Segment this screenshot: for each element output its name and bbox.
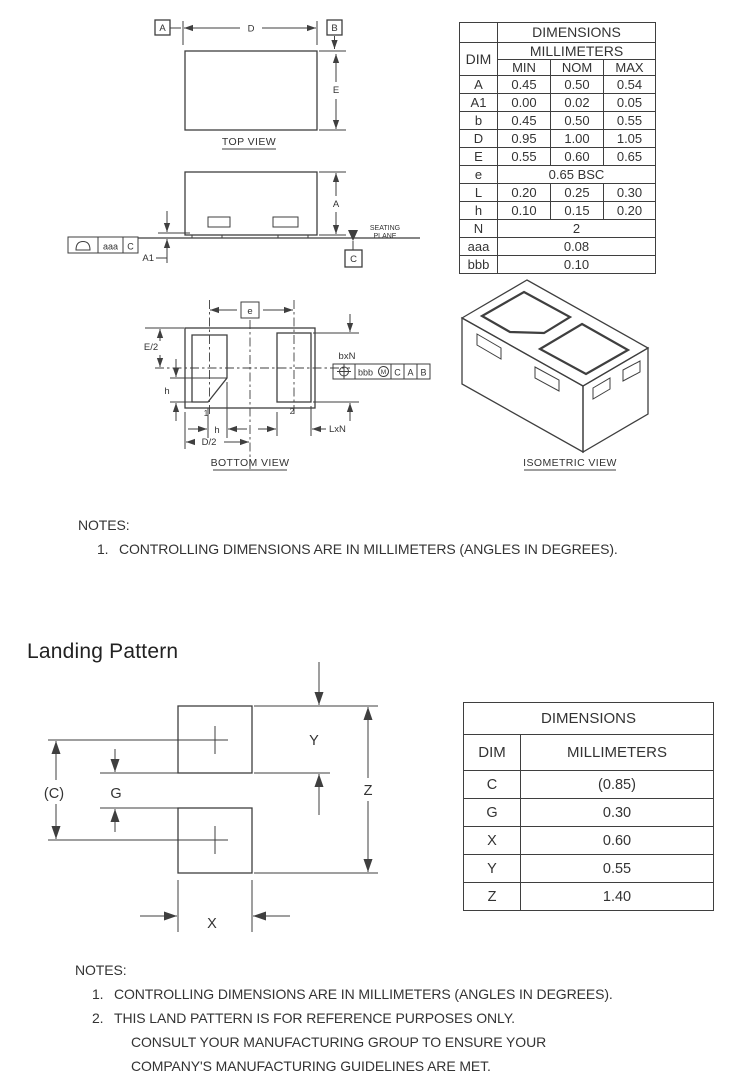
dim-row: N 2 <box>460 220 656 238</box>
notes-heading: NOTES: <box>75 962 127 978</box>
dim-row: D 0.95 1.00 1.05 <box>460 130 656 148</box>
flatness-fcf <box>68 237 138 253</box>
pin-2-label: 2 <box>289 407 295 416</box>
table-title-row <box>464 703 714 735</box>
note-item <box>75 986 745 1002</box>
dim-label-c: (C) <box>43 786 65 802</box>
table-title: DIMENSIONS <box>464 703 714 735</box>
seating-plane-flag <box>345 225 400 267</box>
fcf-datum3-label: B <box>420 367 427 378</box>
fcf-bbb-label: bbb <box>358 367 374 378</box>
seating-plane-symbol-icon <box>76 242 90 251</box>
note-text: CONTROLLING DIMENSIONS ARE IN MILLIMETERS (ANGLES IN DEGREES). <box>114 986 613 1002</box>
package-notes <box>78 517 738 557</box>
iso-slot <box>593 378 610 399</box>
note-text: COMPANY'S MANUFACTURING GUIDELINES ARE MET. <box>131 1058 491 1074</box>
landing-notes <box>75 962 745 1074</box>
dim-column-header: DIM <box>460 43 498 76</box>
bottom-view-drawing <box>144 300 430 470</box>
dim-label-a: A <box>332 199 340 210</box>
datum-c-label: C <box>350 254 357 265</box>
position-fcf <box>333 364 430 379</box>
note-number: 2. <box>92 1010 104 1026</box>
fcf-aaa-label: aaa <box>102 241 119 252</box>
terminal-side-1 <box>208 217 230 227</box>
note-number: 1. <box>97 541 109 557</box>
dim-row: Z 1.40 <box>464 883 714 911</box>
datum-a-label: A <box>159 23 166 34</box>
dim-label-z: Z <box>363 783 373 799</box>
package-body-top <box>185 51 317 130</box>
dim-row: A 0.45 0.50 0.54 <box>460 76 656 94</box>
notes-heading: NOTES: <box>78 517 130 533</box>
dim-row: L 0.20 0.25 0.30 <box>460 184 656 202</box>
position-symbol-icon <box>337 365 351 379</box>
side-view-drawing <box>68 172 420 267</box>
col-header-min: MIN <box>498 60 551 76</box>
dim-label-e: E <box>332 85 340 96</box>
package-body-side <box>185 172 317 235</box>
col-header-max: MAX <box>604 60 656 76</box>
table-title-row <box>460 23 656 43</box>
note-text: CONTROLLING DIMENSIONS ARE IN MILLIMETERS (ANGLES IN DEGREES). <box>119 541 618 557</box>
dim-label-y: Y <box>309 733 319 749</box>
fcf-datum2-label: A <box>407 367 414 378</box>
dim-row: b 0.45 0.50 0.55 <box>460 112 656 130</box>
unit-header: MILLIMETERS <box>521 735 714 771</box>
dim-label-x: X <box>207 916 217 932</box>
dim-label-a1: A1 <box>142 253 154 264</box>
table-unit-row <box>460 43 656 60</box>
table-title: DIMENSIONS <box>498 23 656 43</box>
col-header-nom: NOM <box>551 60 604 76</box>
bottom-view-caption: BOTTOM VIEW <box>210 457 290 469</box>
dim-row: X 0.60 <box>464 827 714 855</box>
dim-row: C (0.85) <box>464 771 714 799</box>
dim-row: bbb 0.10 <box>460 256 656 274</box>
unit-header: MILLIMETERS <box>498 43 656 60</box>
seating-label-2: PLANE <box>373 233 397 240</box>
table-header-row <box>464 735 714 771</box>
datum-b-label: B <box>331 23 338 34</box>
note-item <box>78 541 738 557</box>
iso-right-face <box>583 348 648 452</box>
iso-pad-2 <box>540 324 628 374</box>
dim-label-lxn: LxN <box>329 424 346 435</box>
iso-left-face <box>462 318 583 452</box>
fcf-modifier-label: M <box>380 369 387 376</box>
dim-label-e-half: E/2 <box>143 342 159 353</box>
dim-row: e 0.65 BSC <box>460 166 656 184</box>
dim-label-h-bottom: h <box>214 425 220 436</box>
dim-row: Y 0.55 <box>464 855 714 883</box>
dim-row: A1 0.00 0.02 0.05 <box>460 94 656 112</box>
isometric-view-drawing <box>462 280 648 470</box>
dim-label-d: D <box>247 23 255 35</box>
fcf-datum-c-label: C <box>127 241 134 252</box>
landing-pattern-heading: Landing Pattern <box>27 640 179 663</box>
dim-label-bxn: bxN <box>338 351 356 362</box>
note-continuation <box>75 1058 745 1074</box>
top-view-caption: TOP VIEW <box>221 136 277 148</box>
dim-row: h 0.10 0.15 0.20 <box>460 202 656 220</box>
terminal-side-2 <box>273 217 298 227</box>
dim-row: aaa 0.08 <box>460 238 656 256</box>
fcf-datum1-label: C <box>394 367 401 378</box>
isometric-view-caption: ISOMETRIC VIEW <box>523 457 617 469</box>
landing-pattern-drawing <box>44 662 378 932</box>
note-item <box>75 1010 745 1026</box>
landing-dimensions-table <box>463 702 714 911</box>
dim-row: G 0.30 <box>464 799 714 827</box>
note-continuation <box>75 1034 745 1050</box>
dim-label-h-side: h <box>164 386 170 397</box>
dim-column-header: DIM <box>464 735 521 771</box>
dim-row: E 0.55 0.60 0.65 <box>460 148 656 166</box>
table-corner-cell <box>460 23 498 43</box>
pin-1-label: 1 <box>203 409 209 418</box>
top-view-drawing <box>155 20 346 149</box>
dim-label-d-half: D/2 <box>201 437 217 448</box>
note-text: CONSULT YOUR MANUFACTURING GROUP TO ENSURE YOUR <box>131 1034 547 1050</box>
iso-slot <box>623 361 640 381</box>
package-dimensions-table <box>459 22 656 274</box>
note-text: THIS LAND PATTERN IS FOR REFERENCE PURPOSES ONLY. <box>114 1010 515 1026</box>
dim-label-g: G <box>110 786 122 802</box>
seating-label-1: SEATING <box>369 225 401 232</box>
dim-label-e-pitch: e <box>247 306 253 317</box>
note-number: 1. <box>92 986 104 1002</box>
